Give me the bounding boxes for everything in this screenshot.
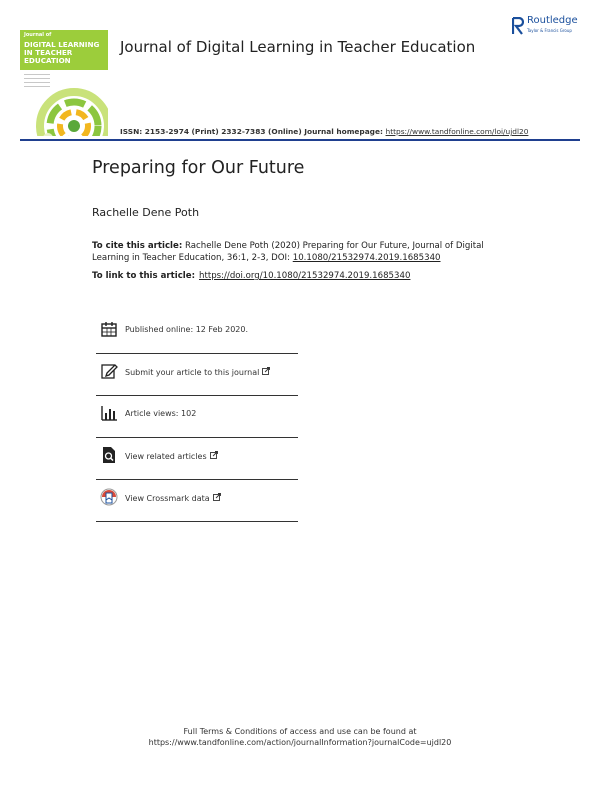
related-row[interactable] xyxy=(96,438,298,480)
cite-doi-link[interactable]: 10.1080/21532974.2019.1685340 xyxy=(292,253,441,263)
external-link-icon xyxy=(210,451,218,459)
footer-terms: Full Terms & Conditions of access and use can be found at xyxy=(183,727,417,736)
logo-tagline: Taylor & Francis Group xyxy=(527,28,572,33)
article-doi-link[interactable]: https://doi.org/10.1080/21532974.2019.1685340 xyxy=(199,271,411,281)
issn-text: ISSN: 2153-2974 (Print) 2332-7383 (Online) Journal homepage: xyxy=(120,127,383,136)
cover-title: DIGITAL LEARNING IN TEACHER EDUCATION xyxy=(24,40,100,65)
journal-title: Journal of Digital Learning in Teacher Education xyxy=(120,38,476,56)
footer xyxy=(0,726,600,748)
cite-label: To cite this article: xyxy=(92,241,183,251)
issn-line xyxy=(120,127,528,136)
cover-graphic xyxy=(34,88,108,136)
citation xyxy=(92,240,492,264)
published-row xyxy=(96,312,298,354)
views-row xyxy=(96,396,298,438)
submit-row[interactable] xyxy=(96,354,298,396)
cite-text: Rachelle Dene Poth (2020) Preparing for Our Future, Journal of Digital Learning in Teacher Education, 36:1, 2-3, DOI: xyxy=(92,241,484,263)
link-to-article xyxy=(92,271,410,281)
edit-icon xyxy=(100,362,118,380)
external-link-icon xyxy=(213,493,221,501)
logo-name: Routledge xyxy=(527,15,578,26)
search-document-icon xyxy=(100,446,118,464)
article-title: Preparing for Our Future xyxy=(92,158,305,178)
crossmark-icon xyxy=(100,488,118,506)
submit-label: Submit your article to this journal xyxy=(125,368,260,377)
journal-homepage-link[interactable]: https://www.tandfonline.com/loi/ujdl20 xyxy=(385,127,529,136)
routledge-r-icon xyxy=(512,17,524,35)
crossmark-link[interactable] xyxy=(125,493,221,503)
footer-terms-url[interactable]: https://www.tandfonline.com/action/journalInformation?journalCode=ujdl20 xyxy=(148,738,452,747)
link-label: To link to this article: xyxy=(92,271,196,281)
journal-cover xyxy=(20,30,108,136)
bar-chart-icon xyxy=(100,404,118,422)
calendar-icon xyxy=(100,320,118,338)
article-views: Article views: 102 xyxy=(125,409,197,418)
routledge-logo xyxy=(512,15,592,43)
published-date: Published online: 12 Feb 2020. xyxy=(125,325,249,334)
article-info-list xyxy=(96,312,298,522)
related-label: View related articles xyxy=(125,452,207,461)
crossmark-row[interactable] xyxy=(96,480,298,522)
related-articles-link[interactable] xyxy=(125,451,218,461)
crossmark-label: View Crossmark data xyxy=(125,494,210,503)
external-link-icon xyxy=(262,367,270,375)
article-author: Rachelle Dene Poth xyxy=(92,206,200,219)
submit-article-link[interactable] xyxy=(125,367,270,377)
cover-journal-of: Journal of xyxy=(24,32,52,38)
header-rule xyxy=(20,139,580,141)
